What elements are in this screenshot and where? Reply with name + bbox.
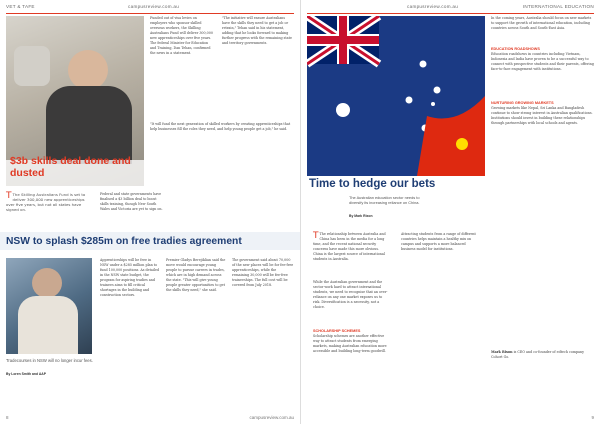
time-byline: By Mark Rixon [349,214,373,218]
dropcap: T [6,191,12,201]
nsw-col-1: Apprenticeships will be free in NSW under a $285 million plan to fund 100,000 positions. As detailed in the NSW state budget, the program for aspiring tradies and trainees aims to fill critical shortages in the building and construction sectors. [100,258,160,297]
left-col-3: "The initiative will ensure Australians have the skills they need to get a job or retrain," Tehan said in his statement, adding that he looks forward to making further progress with the remaining state and territory governments. [222,16,292,45]
tradie-torso [18,296,78,354]
nsw-col-3: The government said about 70,000 of the new places will be for fee-free apprenticeships, while the remaining 30,000 will be fee-free traineeships. The full cost will be covered from July 2018. [232,258,294,287]
right-col-3: Attracting students from a range of different countries helps maintain a healthy mix on campus and supports a more balanced business model for institutions. [401,232,476,251]
roadshows-section [491,46,595,72]
china-star [456,138,468,150]
hero-intro [6,192,94,212]
left-col-1: Federal and state governments have finalised a $3 billion deal to boost skills training, though New South Wales and Victoria are yet to sign on. [100,192,163,211]
credit-text: is CEO and co-founder of edtech company Cohort Go. [491,350,585,359]
right-page [300,0,600,424]
right-col-1 [313,232,389,262]
byline: By Loren Smith and AAP [6,372,47,376]
right-col-2: While the Australian government and the sector work hard to attract international students, we need to recognise that an over-reliance on any one market exposes us to risk. Diversification is a necessity, not a choice. [313,280,388,309]
dropcap: T [313,231,319,241]
right-col-1-text: The relationship between Australia and China has been in the media for a long time, and the recent national security concerns have made this more obvious. China is the largest source of international students in Australia. [313,232,386,261]
right-col-intro: In the coming years, Australia should focus on new markets to support the growth of international education, including countries across South and South-East Asia. [491,16,592,30]
hero-shoulders [46,86,132,164]
scholarship-heading: SCHOLARSHIP SCHEMES [313,329,361,333]
union-jack [307,16,379,64]
roadshows-text: Education roadshows in countries including Vietnam, Indonesia and India have proven to be a successful way to connect with prospective students and their parents, offering face-to-face engagement with institutions. [491,52,594,71]
tradie-image [6,258,92,354]
flag-image [307,16,485,176]
right-header: INTERNATIONAL EDUCATION [522,4,594,9]
nsw-col-2: Premier Gladys Berejiklian said the move would encourage young people to pursue careers in trades, which are in high demand across the state. "This will give young people greater opportunities to get the skills they need," she said. [166,258,226,292]
scholarship-text: Scholarship schemes are another effective way to attract students from emerging markets, making Australian education more accessible and building long-term goodwill. [313,334,387,353]
hero-cup [14,46,50,86]
time-lead: The Australian education sector needs to diversify its increasing reliance on China. [349,195,420,206]
hero-image [6,16,144,186]
page-number-left: 8 [6,415,9,420]
nurturing-section [491,100,595,126]
header-rule [307,13,594,14]
left-col-4: "It will fund the next generation of skilled workers by creating apprenticeships that help businesses fill the roles they need, and help young people get a job," he said. [150,122,291,131]
time-title: Time to hedge our bets [309,178,436,190]
page-number-right: 9 [591,415,594,420]
left-col-2: Funded out of visa levies on employers who sponsor skilled overseas workers, the Skilling Australians Fund will deliver 300,000 new apprenticeships over five years. The federal Minister for Education and Training, Dan Tehan, confirmed the news in a statement. [150,16,213,55]
hero-intro-text: The Skilling Australians Fund is set to deliver 300,000 new apprenticeships over five years, but not all states have signed on. [6,192,86,212]
left-header-center: campusreview.com.au [128,4,180,9]
credit-name: Mark Rixon [491,350,513,354]
right-header-center: campusreview.com.au [407,4,459,9]
roadshows-heading: EDUCATION ROADSHOWS [491,47,540,51]
header-rule [6,13,294,14]
nurturing-heading: NURTURING GROWING MARKETS [491,101,554,105]
flags-graphic [307,16,485,176]
scholarship-section [313,328,389,354]
nurturing-text: Growing markets like Nepal, Sri Lanka and Bangladesh continue to show strong interest in Australian qualifications. Institutions should invest in building these relationships through partnerships with local schools and agents. [491,106,593,125]
author-credit [491,350,595,360]
tradie-caption: Tradecourses in NSW will no longer incur fees. [6,358,93,363]
tradie-face [32,268,62,298]
nsw-title: NSW to splash $285m on free tradies agreement [6,236,242,247]
hero-title: $3b skills deal done and dusted [10,155,131,179]
left-header: VET & TAFE [6,4,35,9]
hero-face [68,50,108,90]
footer-url-left: campusreview.com.au [249,415,294,420]
